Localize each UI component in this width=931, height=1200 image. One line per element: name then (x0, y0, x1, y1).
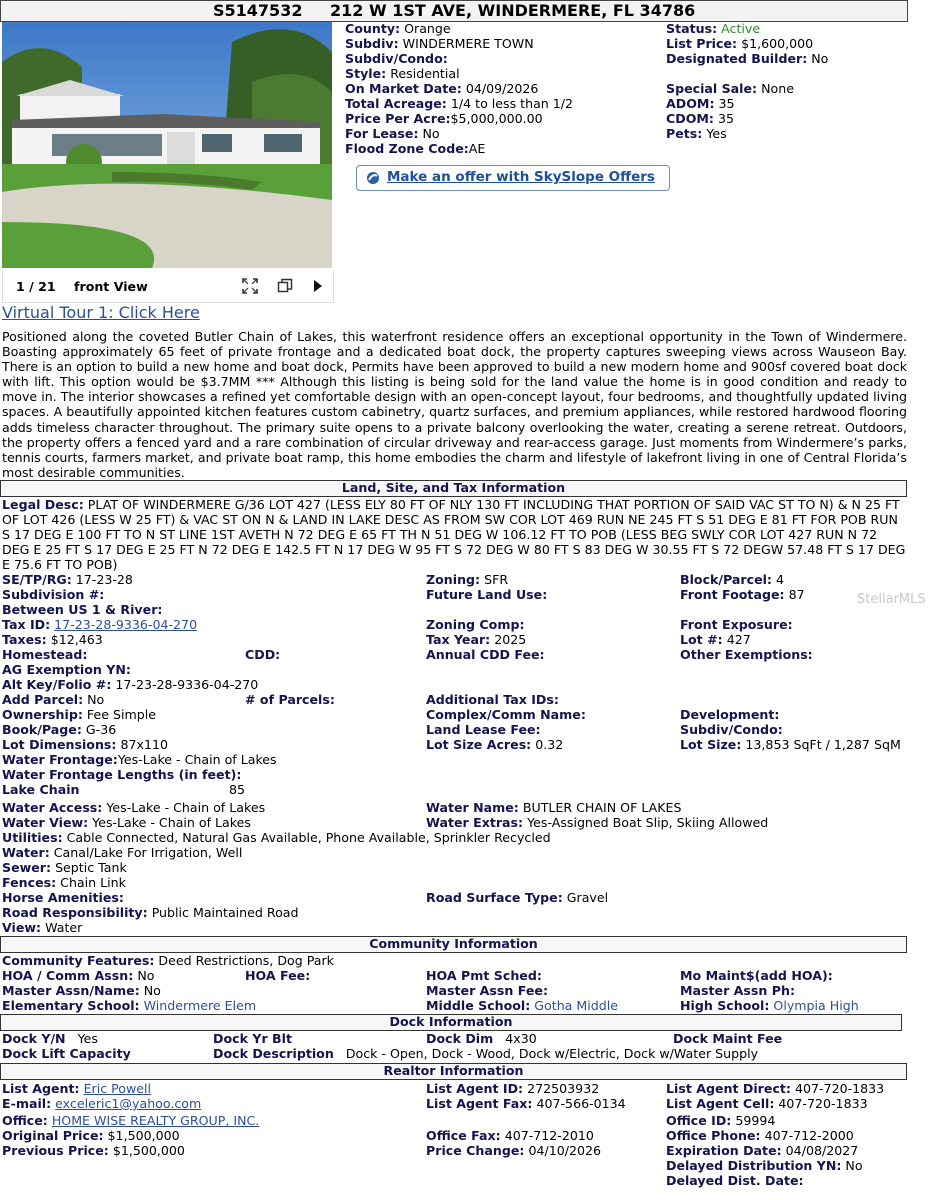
skyslope-offer-button[interactable] (356, 165, 670, 191)
list-agent-link[interactable]: Eric Powell (83, 1081, 152, 1096)
master-assn-fee-row: Master Assn Fee: (426, 983, 548, 998)
annual-cdd-fee-row: Annual CDD Fee: (426, 647, 545, 662)
future-land-use-row: Future Land Use: (426, 587, 548, 602)
photo-counter: 1 / 21 (16, 279, 56, 294)
alt-key-row: Alt Key/Folio #: 17-23-28-9336-04-270 (2, 677, 259, 692)
elementary-school-link[interactable]: Windermere Elem (143, 998, 257, 1013)
dock-description-row: Dock Description Dock - Open, Dock - Wood, Dock w/Electric, Dock w/Water Supply (213, 1046, 759, 1061)
tax-id-row: Tax ID: 17-23-28-9336-04-270 (2, 617, 198, 632)
style-row: Style: Residential (345, 66, 460, 81)
list-price-row: List Price: $1,600,000 (666, 36, 814, 51)
photo-caption: front View (74, 279, 148, 294)
additional-tax-ids-row: Additional Tax IDs: (426, 692, 559, 707)
lot-size-row: Lot Size: 13,853 SqFt / 1,287 SqM (680, 737, 901, 752)
status-badge: Active (721, 21, 761, 36)
dock-lift-capacity-row: Dock Lift Capacity (2, 1046, 131, 1061)
house-photo-image (2, 22, 332, 268)
land-lease-fee-row: Land Lease Fee: (426, 722, 541, 737)
community-features-row: Community Features: Deed Restrictions, Dog Park (2, 953, 334, 968)
utilities-row: Utilities: Cable Connected, Natural Gas Available, Phone Available, Sprinkler Recycled (2, 830, 551, 845)
list-agent-direct-row: List Agent Direct: 407-720-1833 (666, 1081, 885, 1096)
book-page-row: Book/Page: G-36 (2, 722, 117, 737)
road-surface-row: Road Surface Type: Gravel (426, 890, 609, 905)
cdom-row: CDOM: 35 (666, 111, 735, 126)
property-description: Positioned along the coveted Butler Chain of Lakes, this waterfront residence offers an exceptional opportunity in the Town of Windermere. Boasting approximately 65 feet of private frontage and a dedicated boat dock, the property captures sweeping views across Wauseon Bay. There is an option to build a new home and boat dock, Permits have been approved to build a new modern home and 900sf covered boat dock with lift. This option would be $3.7MM *** Although this listing is being sold for the land value the home is in good condition and ready to move in. The interior showcases a refined yet comfortable design with an open-concept layout, four bedrooms, and thoughtfully updated living spaces. A beautifully appointed kitchen features custom cabinetry, quartz surfaces, and premium appliances, while restored hardwood flooring adds timeless character throughout. The primary suite opens to a private balcony overlooking the water, creating a serene retreat. Outdoors, the property offers a fenced yard and a rare combination of circular driveway and rear-access garage. Just moments from Windermere’s parks, tennis courts, farmers market, and private boat ramp, this home embodies the charm and lifestyle of lakefront living in one of Central Florida’s most desirable communities. (2, 329, 907, 480)
front-footage-row: Front Footage: 87 (680, 587, 805, 602)
photo-toolbar (2, 270, 334, 303)
dock-dim-row: Dock Dim 4x30 (426, 1031, 537, 1046)
special-sale-row: Special Sale: None (666, 81, 794, 96)
dock-yn-row: Dock Y/N Yes (2, 1031, 98, 1046)
delayed-dist-date-row: Delayed Dist. Date: (666, 1173, 804, 1188)
lot-size-acres-row: Lot Size Acres: 0.32 (426, 737, 564, 752)
next-arrow-icon[interactable] (312, 278, 324, 294)
office-phone-row: Office Phone: 407-712-2000 (666, 1128, 854, 1143)
tax-year-row: Tax Year: 2025 (426, 632, 527, 647)
stellar-mls-watermark: StellarMLS (857, 592, 926, 607)
mo-maint-row: Mo Maint$(add HOA): (680, 968, 833, 983)
list-agent-row: List Agent: Eric Powell (2, 1081, 152, 1096)
on-market-date-row: On Market Date: 04/09/2026 (345, 81, 539, 96)
list-agent-cell-row: List Agent Cell: 407-720-1833 (666, 1096, 868, 1111)
email-link[interactable]: exceleric1@yahoo.com (55, 1096, 202, 1111)
middle-school-row: Middle School: Gotha Middle (426, 998, 619, 1013)
master-assn-row: Master Assn/Name: No (2, 983, 161, 998)
num-parcels-row: # of Parcels: (245, 692, 335, 707)
flood-zone-row: Flood Zone Code:AE (345, 141, 486, 156)
delayed-distribution-row: Delayed Distribution YN: No (666, 1158, 863, 1173)
horse-amenities-row: Horse Amenities: (2, 890, 124, 905)
tax-id-link[interactable]: 17-23-28-9336-04-270 (54, 617, 198, 632)
previous-price-row: Previous Price: $1,500,000 (2, 1143, 185, 1158)
se-tp-rg-row: SE/TP/RG: 17-23-28 (2, 572, 133, 587)
price-change-row: Price Change: 04/10/2026 (426, 1143, 602, 1158)
county-row: County: Orange (345, 21, 451, 36)
ownership-row: Ownership: Fee Simple (2, 707, 156, 722)
sewer-row: Sewer: Septic Tank (2, 860, 127, 875)
original-price-row: Original Price: $1,500,000 (2, 1128, 180, 1143)
subdiv-condo-2-row: Subdiv/Condo: (680, 722, 783, 737)
pets-row: Pets: Yes (666, 126, 727, 141)
water-access-row: Water Access: Yes-Lake - Chain of Lakes (2, 800, 266, 815)
office-link[interactable]: HOME WISE REALTY GROUP, INC. (51, 1113, 260, 1128)
water-extras-row: Water Extras: Yes-Assigned Boat Slip, Skiing Allowed (426, 815, 769, 830)
legal-description: Legal Desc: PLAT OF WINDERMERE G/36 LOT 427 (LESS ELY 80 FT OF NLY 130 FT INCLUDING THAT PORTION OF SAID VAC ST TO N) & N 25 FT OF LOT 426 (LESS W 25 FT) & VAC ST ON N & LAND IN LAKE DESC AS FROM SW COR LOT 469 RUN NE 245 FT S 51 DEG E 81 FT FOR POB RUN S 17 DEG E 100 FT TO N ST LINE 1ST AVETH N 72 DEG E 65 FT TH N 51 DEG W 106.12 FT TO POB (LESS BEG SWLY COR LOT 427 RUN N 72 DEG E 25 FT S 17 DEG E 25 FT N 72 DEG E 142.5 FT N 17 DEG W 95 FT S 72 DEG W 80 FT S 83 DEG W 30.55 FT S 72 DEGW 57.48 FT S 17 DEG E 75.6 FT TO POB) (2, 497, 906, 573)
master-assn-ph-row: Master Assn Ph: (680, 983, 796, 998)
front-exposure-row: Front Exposure: (680, 617, 793, 632)
water-row: Water: Canal/Lake For Irrigation, Well (2, 845, 243, 860)
cdd-row: CDD: (245, 647, 281, 662)
price-per-acre-row: Price Per Acre:$5,000,000.00 (345, 111, 543, 126)
listing-header (0, 0, 908, 22)
subdivision-number-row: Subdivision #: (2, 587, 105, 602)
lot-number-row: Lot #: 427 (680, 632, 751, 647)
lot-dimensions-row: Lot Dimensions: 87x110 (2, 737, 168, 752)
section-realtor: Realtor Information (0, 1063, 907, 1080)
office-fax-row: Office Fax: 407-712-2010 (426, 1128, 594, 1143)
expiration-date-row: Expiration Date: 04/08/2027 (666, 1143, 859, 1158)
skyslope-offer-label[interactable]: Make an offer with SkySlope Offers (387, 169, 655, 185)
mls-number: S5147532 (213, 1, 303, 20)
add-parcel-row: Add Parcel: No (2, 692, 105, 707)
listing-address: 212 W 1ST AVE, WINDERMERE, FL 34786 (330, 1, 696, 20)
middle-school-link[interactable]: Gotha Middle (534, 998, 619, 1013)
homestead-row: Homestead: (2, 647, 88, 662)
hoa-fee-row: HOA Fee: (245, 968, 311, 983)
dock-yr-blt-row: Dock Yr Blt (213, 1031, 292, 1046)
adom-row: ADOM: 35 (666, 96, 735, 111)
listing-photo[interactable] (2, 22, 332, 268)
virtual-tour-link[interactable]: Virtual Tour 1: Click Here (2, 303, 200, 322)
water-view-row: Water View: Yes-Lake - Chain of Lakes (2, 815, 251, 830)
between-us1-river-row: Between US 1 & River: (2, 602, 163, 617)
section-community: Community Information (0, 936, 907, 953)
other-exemptions-row: Other Exemptions: (680, 647, 813, 662)
subdiv-row: Subdiv: WINDERMERE TOWN (345, 36, 534, 51)
copy-icon[interactable] (277, 278, 293, 294)
fences-row: Fences: Chain Link (2, 875, 126, 890)
status-row: Status: Active (666, 21, 761, 36)
lake-chain-value: 85 (229, 782, 246, 797)
list-agent-id-row: List Agent ID: 272503932 (426, 1081, 600, 1096)
dock-maint-fee-row: Dock Maint Fee (673, 1031, 783, 1046)
view-row: View: Water (2, 920, 83, 935)
for-lease-row: For Lease: No (345, 126, 440, 141)
skyslope-logo-icon (366, 171, 380, 185)
section-land-site-tax: Land, Site, and Tax Information (0, 480, 907, 497)
high-school-link[interactable]: Olympia High (773, 998, 859, 1013)
water-frontage-row: Water Frontage:Yes-Lake - Chain of Lakes (2, 752, 277, 767)
section-dock: Dock Information (0, 1014, 902, 1031)
elementary-school-row: Elementary School: Windermere Elem (2, 998, 257, 1013)
zoning-row: Zoning: SFR (426, 572, 509, 587)
designated-builder-row: Designated Builder: No (666, 51, 829, 66)
email-row: E-mail: exceleric1@yahoo.com (2, 1096, 202, 1111)
hoa-pmt-sched-row: HOA Pmt Sched: (426, 968, 542, 983)
high-school-row: High School: Olympia High (680, 998, 859, 1013)
lake-chain-label: Lake Chain (2, 782, 80, 797)
list-agent-fax-row: List Agent Fax: 407-566-0134 (426, 1096, 626, 1111)
block-parcel-row: Block/Parcel: 4 (680, 572, 784, 587)
complex-name-row: Complex/Comm Name: (426, 707, 586, 722)
office-row: Office: HOME WISE REALTY GROUP, INC. (2, 1113, 260, 1128)
office-id-row: Office ID: 59994 (666, 1113, 776, 1128)
road-responsibility-row: Road Responsibility: Public Maintained Road (2, 905, 299, 920)
taxes-row: Taxes: $12,463 (2, 632, 103, 647)
subdiv-condo-row: Subdiv/Condo: (345, 51, 448, 66)
fullscreen-icon[interactable] (242, 278, 258, 294)
zoning-comp-row: Zoning Comp: (426, 617, 525, 632)
water-name-row: Water Name: BUTLER CHAIN OF LAKES (426, 800, 682, 815)
ag-exemption-row: AG Exemption YN: (2, 662, 131, 677)
development-row: Development: (680, 707, 780, 722)
water-frontage-lengths-row: Water Frontage Lengths (in feet): (2, 767, 242, 782)
hoa-assn-row: HOA / Comm Assn: No (2, 968, 155, 983)
total-acreage-row: Total Acreage: 1/4 to less than 1/2 (345, 96, 574, 111)
